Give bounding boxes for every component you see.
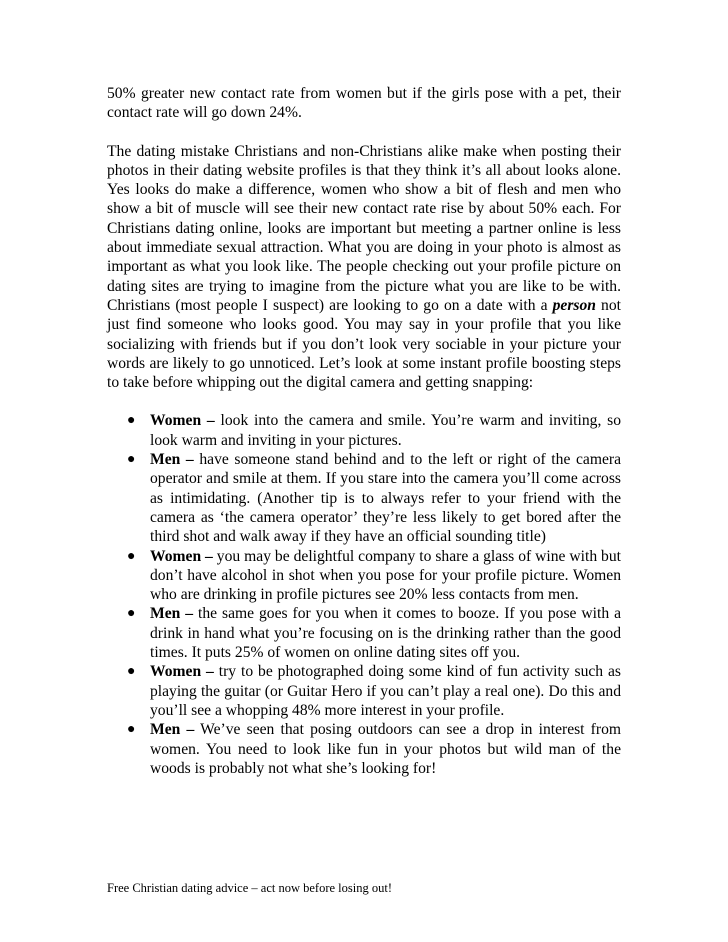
list-item-text: have someone stand behind and to the left or right of the camera operator and smile at them. If you stare into the camera you’ll come across as intimidating. (Another tip is to always refer to your friend with the camera as ‘the camera operator’ they’re less likely to get bored after the third shot and walk away if they have an official sounding title): [150, 451, 621, 546]
list-item-lead: Men –: [150, 451, 194, 469]
emphasis-person: person: [552, 296, 596, 314]
list-item: [127, 450, 621, 546]
list-item-lead: Women –: [150, 663, 214, 681]
bullet-icon: ●: [127, 452, 136, 468]
list-item-lead: Women –: [150, 547, 213, 565]
list-item-text: look into the camera and smile. You’re warm and inviting, so look warm and inviting in your pictures.: [150, 412, 622, 449]
bullet-icon: ●: [127, 606, 136, 622]
list-item-lead: Women –: [150, 412, 215, 430]
list-item: [127, 662, 621, 720]
list-item: [127, 547, 621, 605]
list-item-lead: Men –: [150, 605, 194, 623]
list-item-text: try to be photographed doing some kind of fun activity such as playing the guitar (or Guitar Hero if you can’t play a real one). Do this and you’ll see a whopping 48% more interest in your profile.: [150, 663, 621, 719]
main-paragraph-text-after: not just find someone who looks good. You may say in your profile that you like socializing with friends but if you don’t look very sociable in your picture your words are likely to go unnoticed. Let’s look at some instant profile boosting steps to take before whipping out the digital camera and getting snapping:: [107, 296, 621, 392]
list-item-text: the same goes for you when it comes to booze. If you pose with a drink in hand what you’re focusing on is the drinking rather than the good times. It puts 25% of women on online dating sites off you.: [150, 605, 621, 662]
list-item-text: We’ve seen that posing outdoors can see a drop in interest from women. You need to look like fun in your photos but wild man of the woods is probably not what she’s looking for!: [150, 721, 621, 777]
bullet-icon: ●: [127, 722, 136, 738]
bullet-icon: ●: [127, 548, 136, 564]
intro-paragraph: 50% greater new contact rate from women but if the girls pose with a pet, their contact rate will go down 24%.: [107, 85, 621, 122]
bullet-icon: ●: [127, 413, 136, 429]
list-item-text: you may be delightful company to share a glass of wine with but don’t have alcohol in shot when you pose for your profile picture. Women who are drinking in profile pictures see 20% less contacts from men.: [150, 547, 621, 604]
page-footer: Free Christian dating advice – act now before losing out!: [107, 881, 392, 895]
main-paragraph-text-before: The dating mistake Christians and non-Christians alike make when posting their photos in their dating website profiles is that they think it’s all about looks alone. Yes looks do make a difference, women who show a bit of flesh and men who show a bit of muscle will see their new contact rate rise by about 50% each. For Christians dating online, looks are important but meeting a partner online is less about immediate sexual attraction. What you are doing in your photo is almost as important as what you look like. The people checking out your profile picture on dating sites are trying to imagine from the picture what you are like to be with. Christians (most people I suspect) are looking to go on a date with a: [107, 142, 621, 314]
list-item-lead: Men –: [150, 721, 195, 739]
list-item: [127, 411, 622, 450]
bullet-icon: ●: [127, 664, 136, 680]
list-item: [127, 720, 621, 778]
list-item: [127, 604, 621, 662]
tips-list: [107, 411, 621, 778]
document-body: [107, 84, 621, 778]
main-paragraph: [107, 142, 621, 393]
